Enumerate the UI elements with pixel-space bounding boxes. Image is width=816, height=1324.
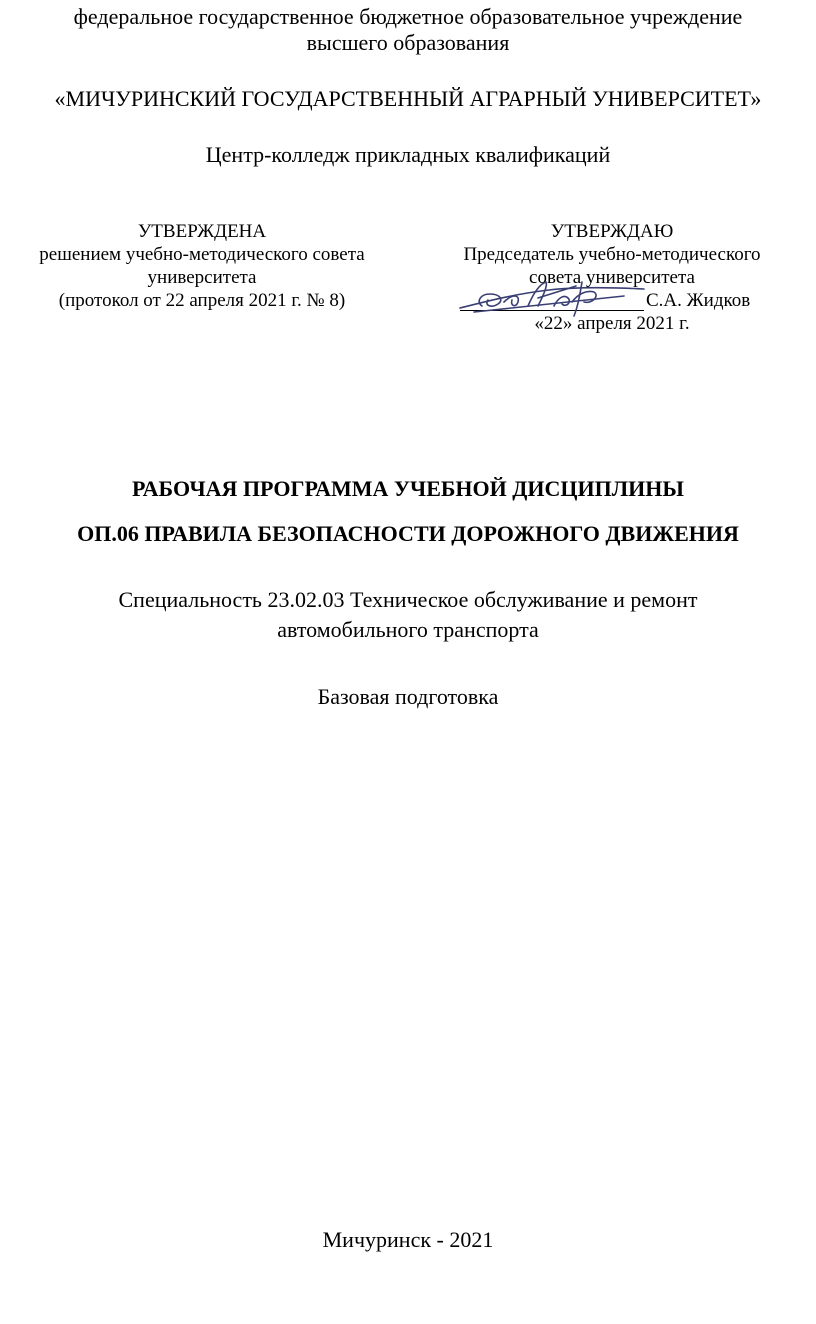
education-level-line: высшего образования <box>306 30 510 55</box>
specialty-line-2: автомобильного транспорта <box>277 617 539 642</box>
university-name: «МИЧУРИНСКИЙ ГОСУДАРСТВЕННЫЙ АГРАРНЫЙ УНИВЕРСИТЕТ» <box>54 86 762 111</box>
college-name: Центр-колледж прикладных квалификаций <box>205 142 611 167</box>
training-level: Базовая подготовка <box>317 684 499 709</box>
document-title: РАБОЧАЯ ПРОГРАММА УЧЕБНОЙ ДИСЦИПЛИНЫ <box>132 476 684 501</box>
chairman-line: Председатель учебно-методического <box>463 244 761 265</box>
signer-name: С.А. Жидков <box>646 290 751 311</box>
institution-type-line: федеральное государственное бюджетное образовательное учреждение <box>73 4 743 29</box>
council-line: совета университета <box>529 267 695 288</box>
approved-university-line: университета <box>147 267 257 288</box>
specialty-line-1: Специальность 23.02.03 Техническое обслуживание и ремонт <box>118 587 698 612</box>
approved-block-left <box>6 220 398 312</box>
approved-council-line: решением учебно-методического совета <box>39 244 365 265</box>
approved-heading: УТВЕРЖДЕНА <box>137 221 267 242</box>
approval-date: «22» апреля 2021 г. <box>534 313 690 334</box>
discipline-title: ОП.06 ПРАВИЛА БЕЗОПАСНОСТИ ДОРОЖНОГО ДВИЖЕНИЯ <box>77 521 739 546</box>
city-year: Мичуринск - 2021 <box>322 1227 494 1252</box>
handwritten-signature <box>454 272 654 322</box>
approve-heading: УТВЕРЖДАЮ <box>550 221 674 242</box>
approved-protocol-line: (протокол от 22 апреля 2021 г. № 8) <box>58 290 346 311</box>
